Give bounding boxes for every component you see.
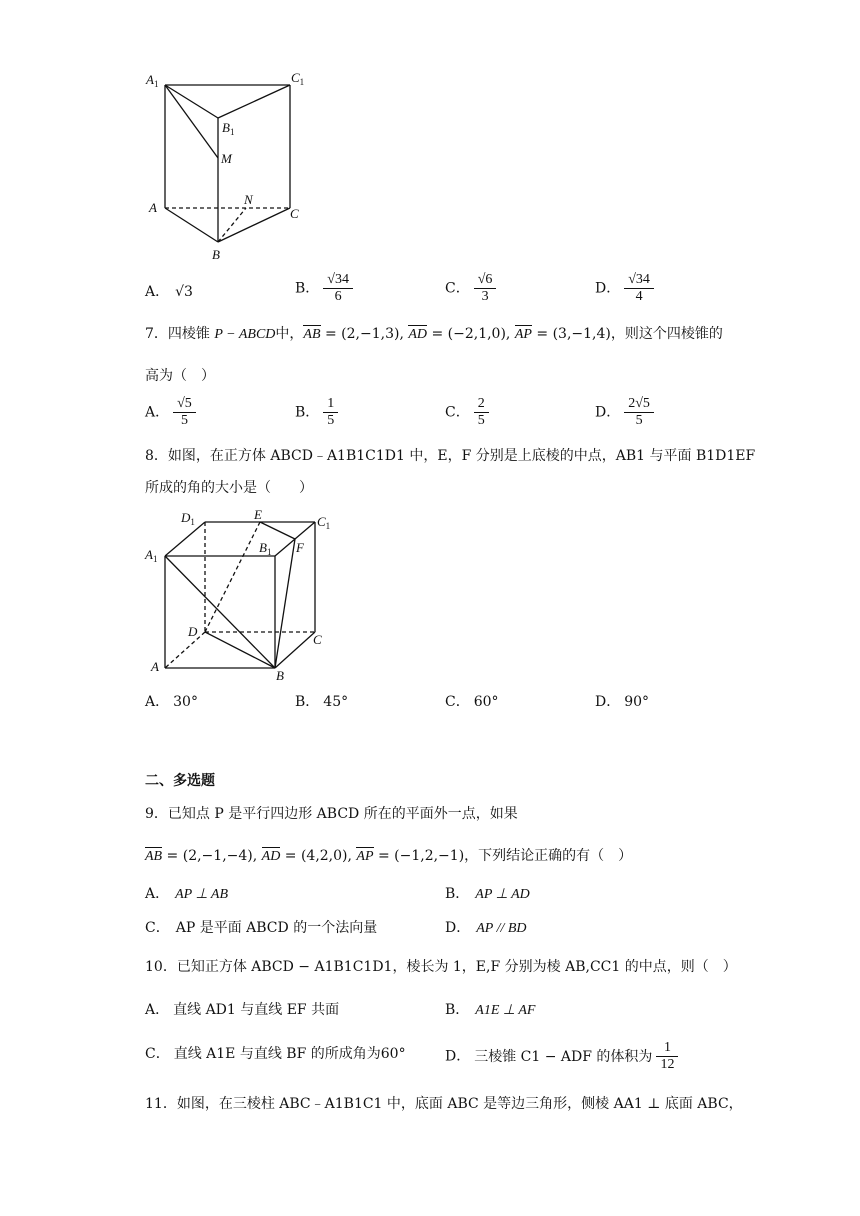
q8-option-c: C． 60° <box>445 694 499 710</box>
q6-option-a: A． √3 <box>145 284 193 300</box>
q11-stem: 11．如图，在三棱柱 ABC﹣A1B1C1 中，底面 ABC 是等边三角形，侧棱 AA1 ⊥ 底面 ABC， <box>145 1096 743 1112</box>
label-B: B <box>212 247 220 262</box>
q7-option-b: B． $\frac{1}{5}$ <box>295 396 336 429</box>
q7-option-d: D． $\frac{2√5}{5}$ <box>595 396 652 429</box>
q6-option-d: D． $\frac{√34}{4}$ <box>595 272 652 305</box>
q7-stem-line1: 7．四棱锥 P − ABCD中，AB = (2,−1,3), AD = (−2,1,0), AP = (3,−1,4)，则这个四棱锥的 <box>145 326 723 342</box>
q9-stem-line1: 9．已知点 P 是平行四边形 ABCD 所在的平面外一点，如果 <box>145 806 518 822</box>
label-C: C <box>290 206 299 221</box>
section-title-multi-choice: 二、多选题 <box>145 773 215 789</box>
q9-option-b: B． AP ⊥ AD <box>445 886 530 902</box>
q10-option-c: C． 直线 A1E 与直线 BF 的所成角为60° <box>145 1046 406 1062</box>
q8-option-b: B． 45° <box>295 694 349 710</box>
q6-option-b: B． $\frac{√34}{6}$ <box>295 272 351 305</box>
q8-stem-line1: 8．如图，在正方体 ABCD﹣A1B1C1D1 中，E，F 分别是上底棱的中点，AB1 与平面 B1D1EF <box>145 448 756 464</box>
q8-option-a: A． 30° <box>145 694 198 710</box>
q6-option-c: C． $\frac{√6}{3}$ <box>445 272 494 305</box>
q7-option-a: A． $\frac{√5}{5}$ <box>145 396 194 429</box>
q7-stem-line2: 高为（ ） <box>145 368 215 384</box>
label-D: D <box>188 624 198 639</box>
label-B1: $B_1$ <box>222 120 235 137</box>
label-C1: $C_1$ <box>317 514 331 531</box>
label-A: A <box>151 659 159 674</box>
q9-option-a: A． AP ⊥ AB <box>145 886 229 902</box>
label-E: E <box>254 507 262 522</box>
label-A1: $A_1$ <box>145 547 158 564</box>
q8-option-d: D． 90° <box>595 694 650 710</box>
q10-option-b: B． A1E ⊥ AF <box>445 1002 536 1018</box>
q8-stem-line2: 所成的角的大小是（ ） <box>145 480 313 496</box>
label-N: N <box>244 192 253 207</box>
q9-option-c: C． AP 是平面 ABCD 的一个法向量 <box>145 920 378 936</box>
label-B: B <box>276 668 284 683</box>
q10-option-a: A． 直线 AD1 与直线 EF 共面 <box>145 1002 340 1018</box>
label-M: M <box>221 151 232 166</box>
label-A: A <box>149 200 157 215</box>
q9-option-d: D． AP // BD <box>445 920 527 936</box>
label-B1: $B_1$ <box>259 540 272 557</box>
label-F: F <box>296 540 304 555</box>
label-D1: $D_1$ <box>181 510 195 527</box>
prism-figure <box>140 66 320 266</box>
cube-figure <box>140 505 340 685</box>
label-A1: $A_1$ <box>146 72 159 89</box>
q10-option-d: D． 三棱锥 C1 − ADF 的体积为 $\frac{1}{12}$ <box>445 1040 676 1073</box>
label-C: C <box>313 632 322 647</box>
label-C1: $C_1$ <box>291 70 305 87</box>
q7-option-c: C． $\frac{2}{5}$ <box>445 396 487 429</box>
q9-stem-line2: AB = (2,−1,−4), AD = (4,2,0), AP = (−1,2,−1)，下列结论正确的有（ ） <box>145 848 633 864</box>
q10-stem: 10．已知正方体 ABCD − A1B1C1D1，棱长为 1，E,F 分别为棱 AB,CC1 的中点，则（ ） <box>145 959 737 975</box>
